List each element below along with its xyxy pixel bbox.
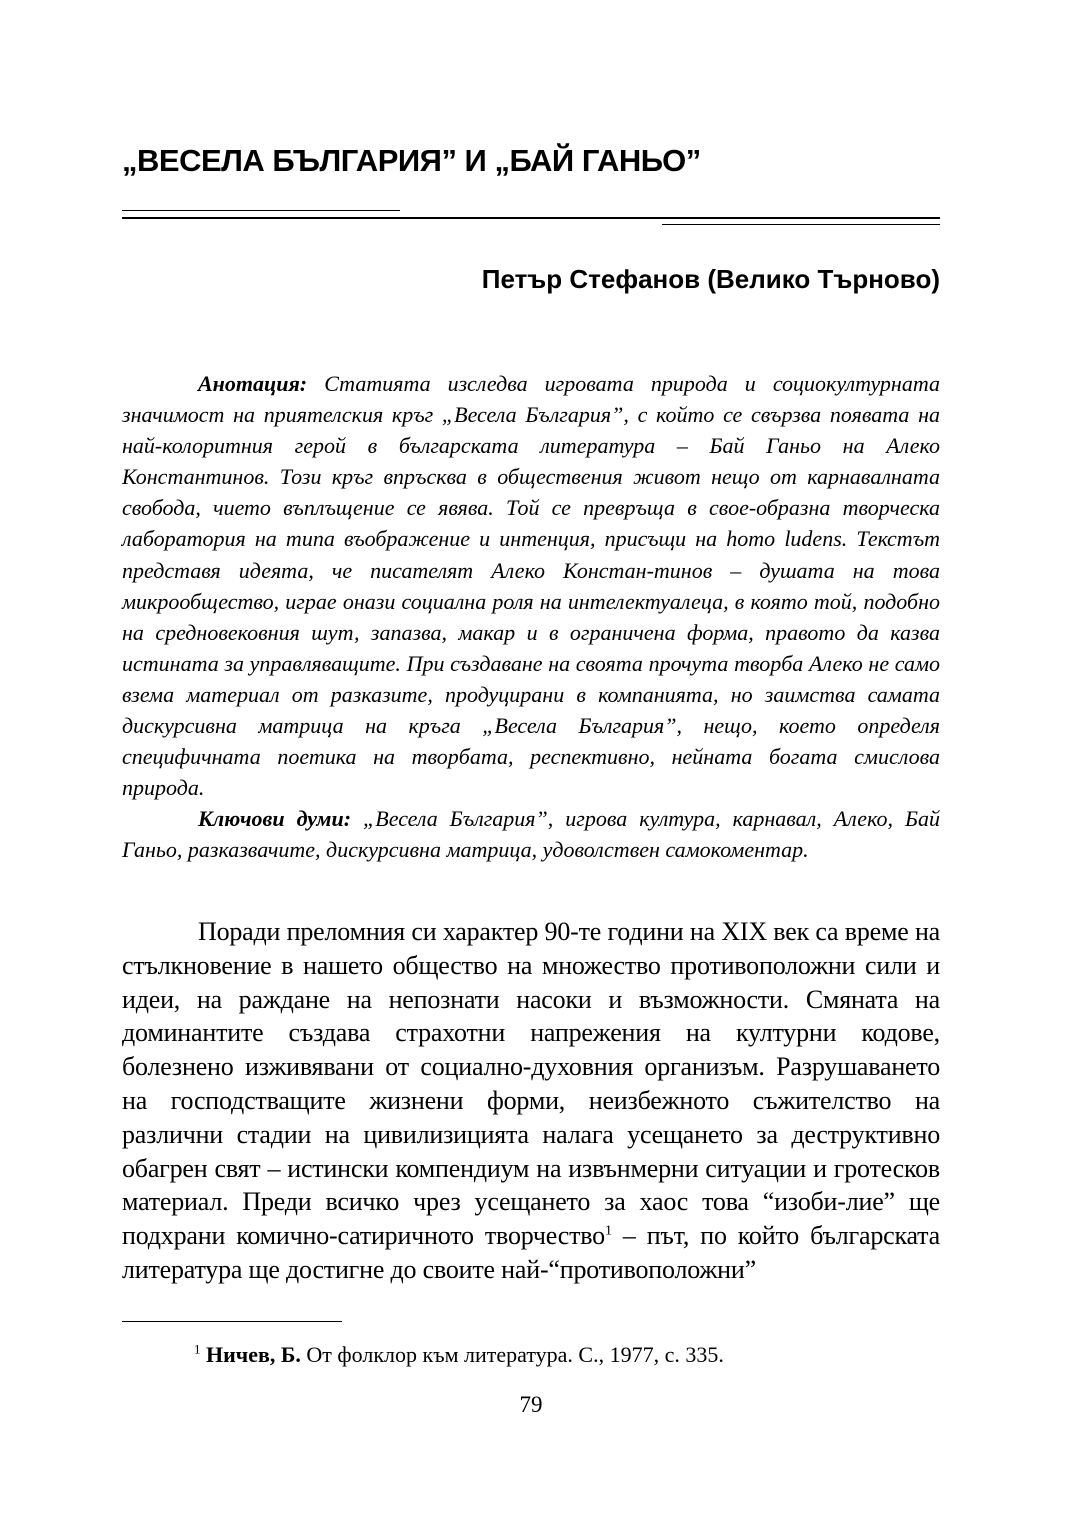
article-author: Петър Стефанов (Велико Търново) <box>481 264 940 294</box>
keywords-paragraph <box>122 803 940 865</box>
article-title: „ВЕСЕЛА БЪЛГАРИЯ” И „БАЙ ГАНЬО” <box>122 143 701 178</box>
abstract-paragraph <box>122 368 940 803</box>
title-rule-short-left <box>122 210 400 211</box>
footnote <box>194 1342 724 1368</box>
body-paragraph <box>122 915 940 1287</box>
page <box>122 0 940 1530</box>
title-rule-main <box>122 217 940 219</box>
keywords-label: Ключови думи: <box>198 806 352 832</box>
body-text-before-ref: Поради преломния си характер 90-те години на XIX век са време на стълкновение в нашето общество на множество противоположни сили и идеи, на раждане на непознати насоки и възможности. Смяната на доминантите създава страхотни напрежения на културни кодове, болезнено изживявани от социално-духовния организъм. Разрушаването на господстващите жизнени форми, неизбежното съжителство на различни стадии на цивилизицията налага усещането за деструктивно обагрен свят – истински компендиум на извънмерни ситуации и гротесков материал. Преди всичко чрез усещането за хаос това “изоби-лие” ще подхрани комично-сатиричното творчество <box>122 917 940 1251</box>
footnote-reference[interactable]: 1 <box>604 1223 612 1239</box>
abstract-text: Статията изследва игровата природа и социокултурната значимост на приятелския кръг „Весела България”, с който се свързва появата на най-колоритния герой в българската литература – Бай Ганьо на Алеко Константинов. Този кръг впръсква в обществения живот нещо от карнавалната свобода, чието въплъщение се явява. Той се превръща в свое-образна творческа лаборатория на типа въображение и интенция, присъщи на homo ludens. Текстът представя идеята, че писателят Алеко Констан-тинов – душата на това микрообщество, играе онази социална роля на интелектуалеца, в която той, подобно на средновековния шут, запазва, макар и в ограничена форма, правото да казва истината за управляващите. При създаване на своята прочута творба Алеко не само взема материал от разказите, продуцирани в компанията, но заимства самата дискурсивна матрица на кръга „Весела България”, нещо, което определя специфичната поетика на творбата, респективно, нейната богата смислова природа. <box>122 371 940 801</box>
title-rule-short-right <box>662 224 940 225</box>
footnote-number: 1 <box>194 1341 201 1357</box>
footnote-text: От фолклор към литература. С., 1977, с. 335. <box>300 1342 724 1367</box>
body-text-after-ref: – път, по който българската литература ще достигне до своите най-“противоположни” <box>122 1221 940 1284</box>
footnote-separator <box>122 1321 342 1322</box>
abstract-block <box>122 368 940 866</box>
abstract-label: Анотация: <box>198 371 308 396</box>
footnote-author: Ничев, Б. <box>206 1342 301 1367</box>
keywords-text: „Весела България”, игрова култура, карнавал, Алеко, Бай Ганьо, разказвачите, дискурсивна матрица, удоволствен самокоментар. <box>122 806 940 863</box>
body-text <box>122 915 940 1287</box>
page-number: 79 <box>519 1392 543 1417</box>
